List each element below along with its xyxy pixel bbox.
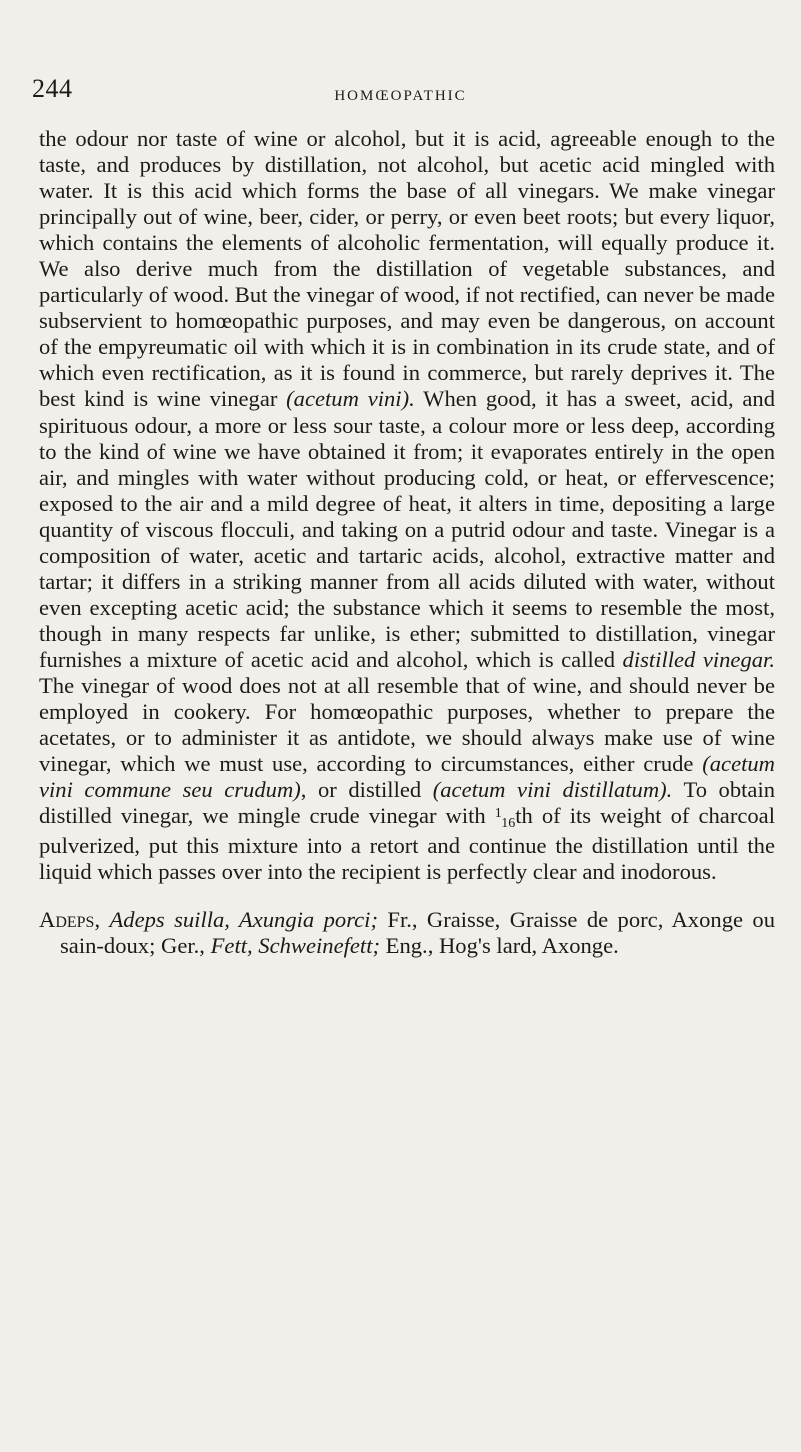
entry-headword: Adeps, <box>39 907 101 933</box>
text-run: The vinegar of wood does not at all resemble that of wine, and should never be employed in cookery. For homœopathic purposes, whether to prepare the acetates, or to administer it as antidote, we should always make use of wine vinegar, which we must use, according to circumstances, either crude <box>39 672 775 777</box>
text-run: the odour nor taste of wine or alcohol, but it is acid, agreeable enough to the taste, and produces by distillation, not alcohol, but acetic acid mingled with water. It is this acid which forms the base of all vinegars. We make vinegar principally out of wine, beer, cider, or perry, or even beet roots; but every liquor, which contains the elements of alcoholic fermentation, will equally produce it. We also derive much from the distillation of vegetable substances, and particularly of wood. But the vinegar of wood, if not rectified, can never be made subservient to homœopathic purposes, and may even be dangerous, on account of the empyreumatic oil with which it is in combination in its crude state, and of which even rectification, as it is found in commerce, but rarely deprives it. The best kind is wine vinegar <box>39 126 775 412</box>
body-text <box>39 126 775 959</box>
text-run: When good, it has a sweet, acid, and spirituous odour, a more or less sour taste, a colour more or less deep, according to the kind of wine we have obtained it from; it evaporates entirely in the open air, and mingles with water without producing cold, or heat, or effervescence; exposed to the air and a mild degree of heat, it alters in time, depositing a large quantity of viscous flocculi, and taking on a putrid odour and taste. Vinegar is a composition of water, acetic and tartaric acids, alcohol, extractive matter and tartar; it differs in a striking manner from all acids diluted with water, without even excepting acetic acid; the substance which it seems to resemble the most, though in many respects far unlike, is ether; submitted to distillation, vinegar furnishes a mixture of acetic acid and alcohol, which is called <box>39 386 775 672</box>
entry-adeps <box>39 907 775 959</box>
entry-latin: Adeps suilla, Axungia porci; <box>109 907 378 933</box>
fraction-numerator: 1 <box>494 806 502 822</box>
entry-english: Eng., Hog's lard, Axonge. <box>380 933 619 959</box>
italic-term: distilled vinegar. <box>622 646 775 672</box>
text-run: , or distilled <box>300 777 433 803</box>
fraction-suffix: th <box>515 803 533 829</box>
fraction-denominator: 16 <box>501 816 516 832</box>
text-run: of its weight of charcoal pulverized, put this mixture into a retort and continue the distillation until the liquid which passes over into the recipient is perfectly clear and inodorous. <box>39 803 775 885</box>
text-run: To obtain distilled vinegar, we mingle crude vinegar with <box>39 777 776 829</box>
latin-term: (acetum vini distillatum). <box>432 777 673 803</box>
entry-french: Fr., Graisse, Graisse de porc, Axonge ou sain-doux; Ger., <box>60 907 776 959</box>
page-number: 244 <box>32 74 73 103</box>
entry-german: Fett, Schweinefett; <box>210 933 380 959</box>
running-head: HOMŒOPATHIC <box>334 88 467 104</box>
paragraph-vinegar <box>39 126 775 885</box>
latin-term: (acetum vini). <box>286 386 415 412</box>
latin-term: (acetum vini commune seu crudum) <box>39 751 775 803</box>
